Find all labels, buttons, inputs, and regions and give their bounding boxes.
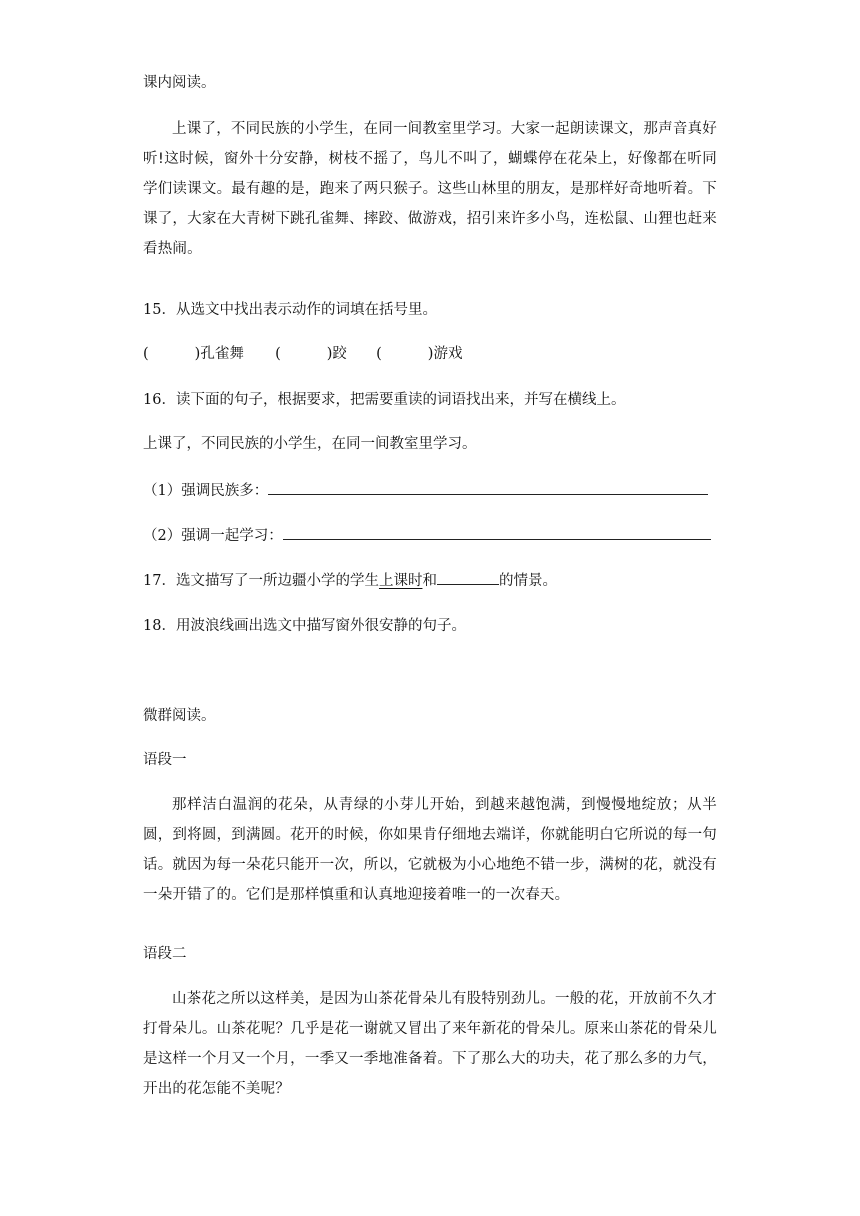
- paren-close: ): [427, 346, 434, 362]
- section-heading-in-class-reading: 课内阅读。: [143, 75, 216, 91]
- question-16-sentence: 上课了，不同民族的小学生，在同一间教室里学习。: [143, 436, 477, 452]
- q17-text-3: 的情景。: [498, 573, 557, 589]
- passage-label-2: 语段二: [143, 946, 187, 962]
- section-heading-micro-group-reading: 微群阅读。: [143, 708, 216, 724]
- passage-label-1: 语段一: [143, 752, 187, 768]
- question-18-prompt: 18．用波浪线画出选文中描写窗外很安静的句子。: [143, 618, 466, 634]
- question-15-prompt: 15．从选文中找出表示动作的词填在括号里。: [143, 302, 437, 318]
- answer-item-2: 跤: [332, 346, 347, 362]
- q17-answer-blank[interactable]: [437, 570, 499, 585]
- answer-line-sub2[interactable]: [283, 525, 711, 540]
- question-16-prompt: 16．读下面的句子，根据要求，把需要重读的词语找出来，并写在横线上。: [143, 392, 626, 408]
- q17-text-1: 17．选文描写了一所边疆小学的学生: [143, 573, 379, 589]
- paren-open: (: [376, 346, 382, 362]
- question-15-answer-row: [143, 344, 462, 364]
- question-16-sub2-row: [143, 525, 711, 546]
- paren-open: (: [275, 346, 281, 362]
- question-17: [143, 570, 557, 591]
- passage-2: 山茶花之所以这样美，是因为山茶花骨朵儿有股特别劲儿。一般的花，开放前不久才打骨朵儿。山茶花呢？几乎是花一谢就又冒出了来年新花的骨朵儿。原来山茶花的骨朵儿是这样一个月又一个月，一季又一季地准备着。下了那么大的功夫，花了那么多的力气，开出的花怎能不美呢？: [143, 991, 717, 1097]
- q17-text-2: 和: [422, 573, 437, 589]
- answer-item-1: 孔雀舞: [200, 346, 244, 362]
- question-16-sub1-row: [143, 480, 708, 501]
- answer-line-sub1[interactable]: [268, 480, 708, 495]
- paren-close: ): [326, 346, 333, 362]
- paren-open: (: [143, 346, 149, 362]
- sub2-label: （2）强调一起学习：: [143, 528, 283, 544]
- answer-item-3: 游戏: [433, 346, 463, 362]
- sub1-label: （1）强调民族多：: [143, 483, 269, 499]
- reading-passage: 上课了，不同民族的小学生，在同一间教室里学习。大家一起朗读课文，那声音真好听!这时候，窗外十分安静，树枝不摇了，鸟儿不叫了，蝴蝶停在花朵上，好像都在听同学们读课文。最有趣的是，跑来了两只猴子。这些山林里的朋友，是那样好奇地听着。下课了，大家在大青树下跳孔雀舞、摔跤、做游戏，招引来许多小鸟，连松鼠、山狸也赶来看热闹。: [143, 121, 717, 257]
- q17-underlined-word: 上课时: [378, 573, 423, 589]
- paren-close: ): [194, 346, 201, 362]
- passage-1: 那样洁白温润的花朵，从青绿的小芽儿开始，到越来越饱满，到慢慢地绽放；从半圆，到将圆，到满圆。花开的时候，你如果肯仔细地去端详，你就能明白它所说的每一句话。就因为每一朵花只能开一次，所以，它就极为小心地绝不错一步，满树的花，就没有一朵开错了的。它们是那样慎重和认真地迎接着唯一的一次春天。: [143, 797, 717, 903]
